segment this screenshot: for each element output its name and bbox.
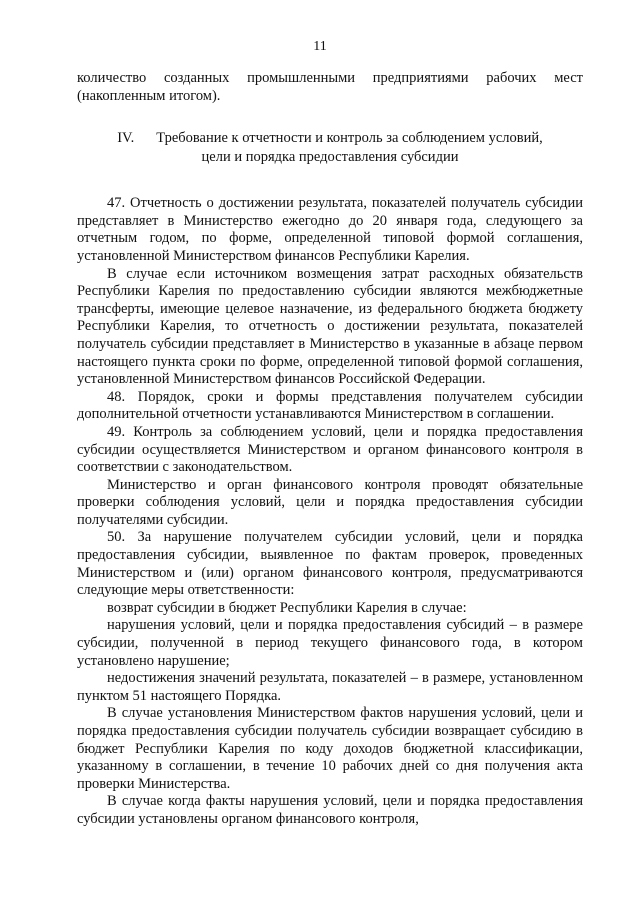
- document-body: [77, 70, 583, 829]
- paragraph-interbudget-transfers: В случае если источником возмещения затрат расходных обязательств Республики Карелия по предоставлению субсидии являются межбюджетные трансферты, имеющие целевое назначение, из федерального бюджета бюджету Республики Карелия, то отчетность о достижении результата, показателей получатель субсидии представляет в Министерство в указанные в абзаце первом настоящего пункта сроки по форме, определенной типовой формой соглашения, установленной Министерством финансов Российской Федерации.: [77, 265, 583, 388]
- paragraph-non-achievement: недостижения значений результата, показателей – в размере, установленном пунктом 51 настоящего Порядка.: [77, 670, 583, 704]
- section-heading-line-1: [77, 129, 583, 148]
- section-heading: [77, 129, 583, 167]
- section-numeral: IV.: [117, 130, 135, 147]
- section-title-part-2: цели и порядка предоставления субсидии: [201, 149, 459, 166]
- paragraph-refund: возврат субсидии в бюджет Республики Карелия в случае:: [107, 599, 467, 616]
- section-title-part-1: Требование к отчетности и контроль за соблюдением условий,: [156, 130, 543, 147]
- paragraph-50: 50. За нарушение получателем субсидии условий, цели и порядка предоставления субсидии, выявленное по фактам проверок, проведенных Министерством и (или) органом финансового контроля, предусматриваются следующие меры ответственности:: [77, 529, 583, 599]
- paragraph-48: 48. Порядок, сроки и формы представления получателем субсидии дополнительной отчетности устанавливаются Министерством в соглашении.: [77, 388, 583, 423]
- continuation-paragraph: количество созданных промышленными предприятиями рабочих мест (накопленным итогом).: [77, 70, 583, 104]
- paragraph-inspections: Министерство и орган финансового контроля проводят обязательные проверки соблюдения условий, цели и порядка предоставления субсидии получателями субсидии.: [77, 476, 583, 528]
- paragraph-ministry-findings: В случае установления Министерством фактов нарушения условий, цели и порядка предоставления субсидии получатель субсидии возвращает субсидию в бюджет Республики Карелия по коду доходов бюджетной классификации, указанному в соглашении, в течение 10 рабочих дней со дня получения акта проверки Министерства.: [77, 705, 583, 792]
- page-number: 11: [313, 39, 327, 54]
- paragraph-49: 49. Контроль за соблюдением условий, цели и порядка предоставления субсидии осуществляется Министерством и органом финансового контроля в соответствии с законодательством.: [77, 423, 583, 476]
- paragraph-47: 47. Отчетность о достижении результата, показателей получатель субсидии представляет в Министерство ежегодно до 20 января года, следующего за отчетным годом, по форме, определенной типовой формой соглашения, установленной Министерством финансов Республики Карелия.: [77, 195, 583, 264]
- paragraph-violation: нарушения условий, цели и порядка предоставления субсидий – в размере субсидии, полученной в период текущего финансового года, в котором установлено нарушение;: [77, 617, 583, 669]
- paragraph-control-findings: В случае когда факты нарушения условий, цели и порядка предоставления субсидии установлены органом финансового контроля,: [77, 793, 583, 827]
